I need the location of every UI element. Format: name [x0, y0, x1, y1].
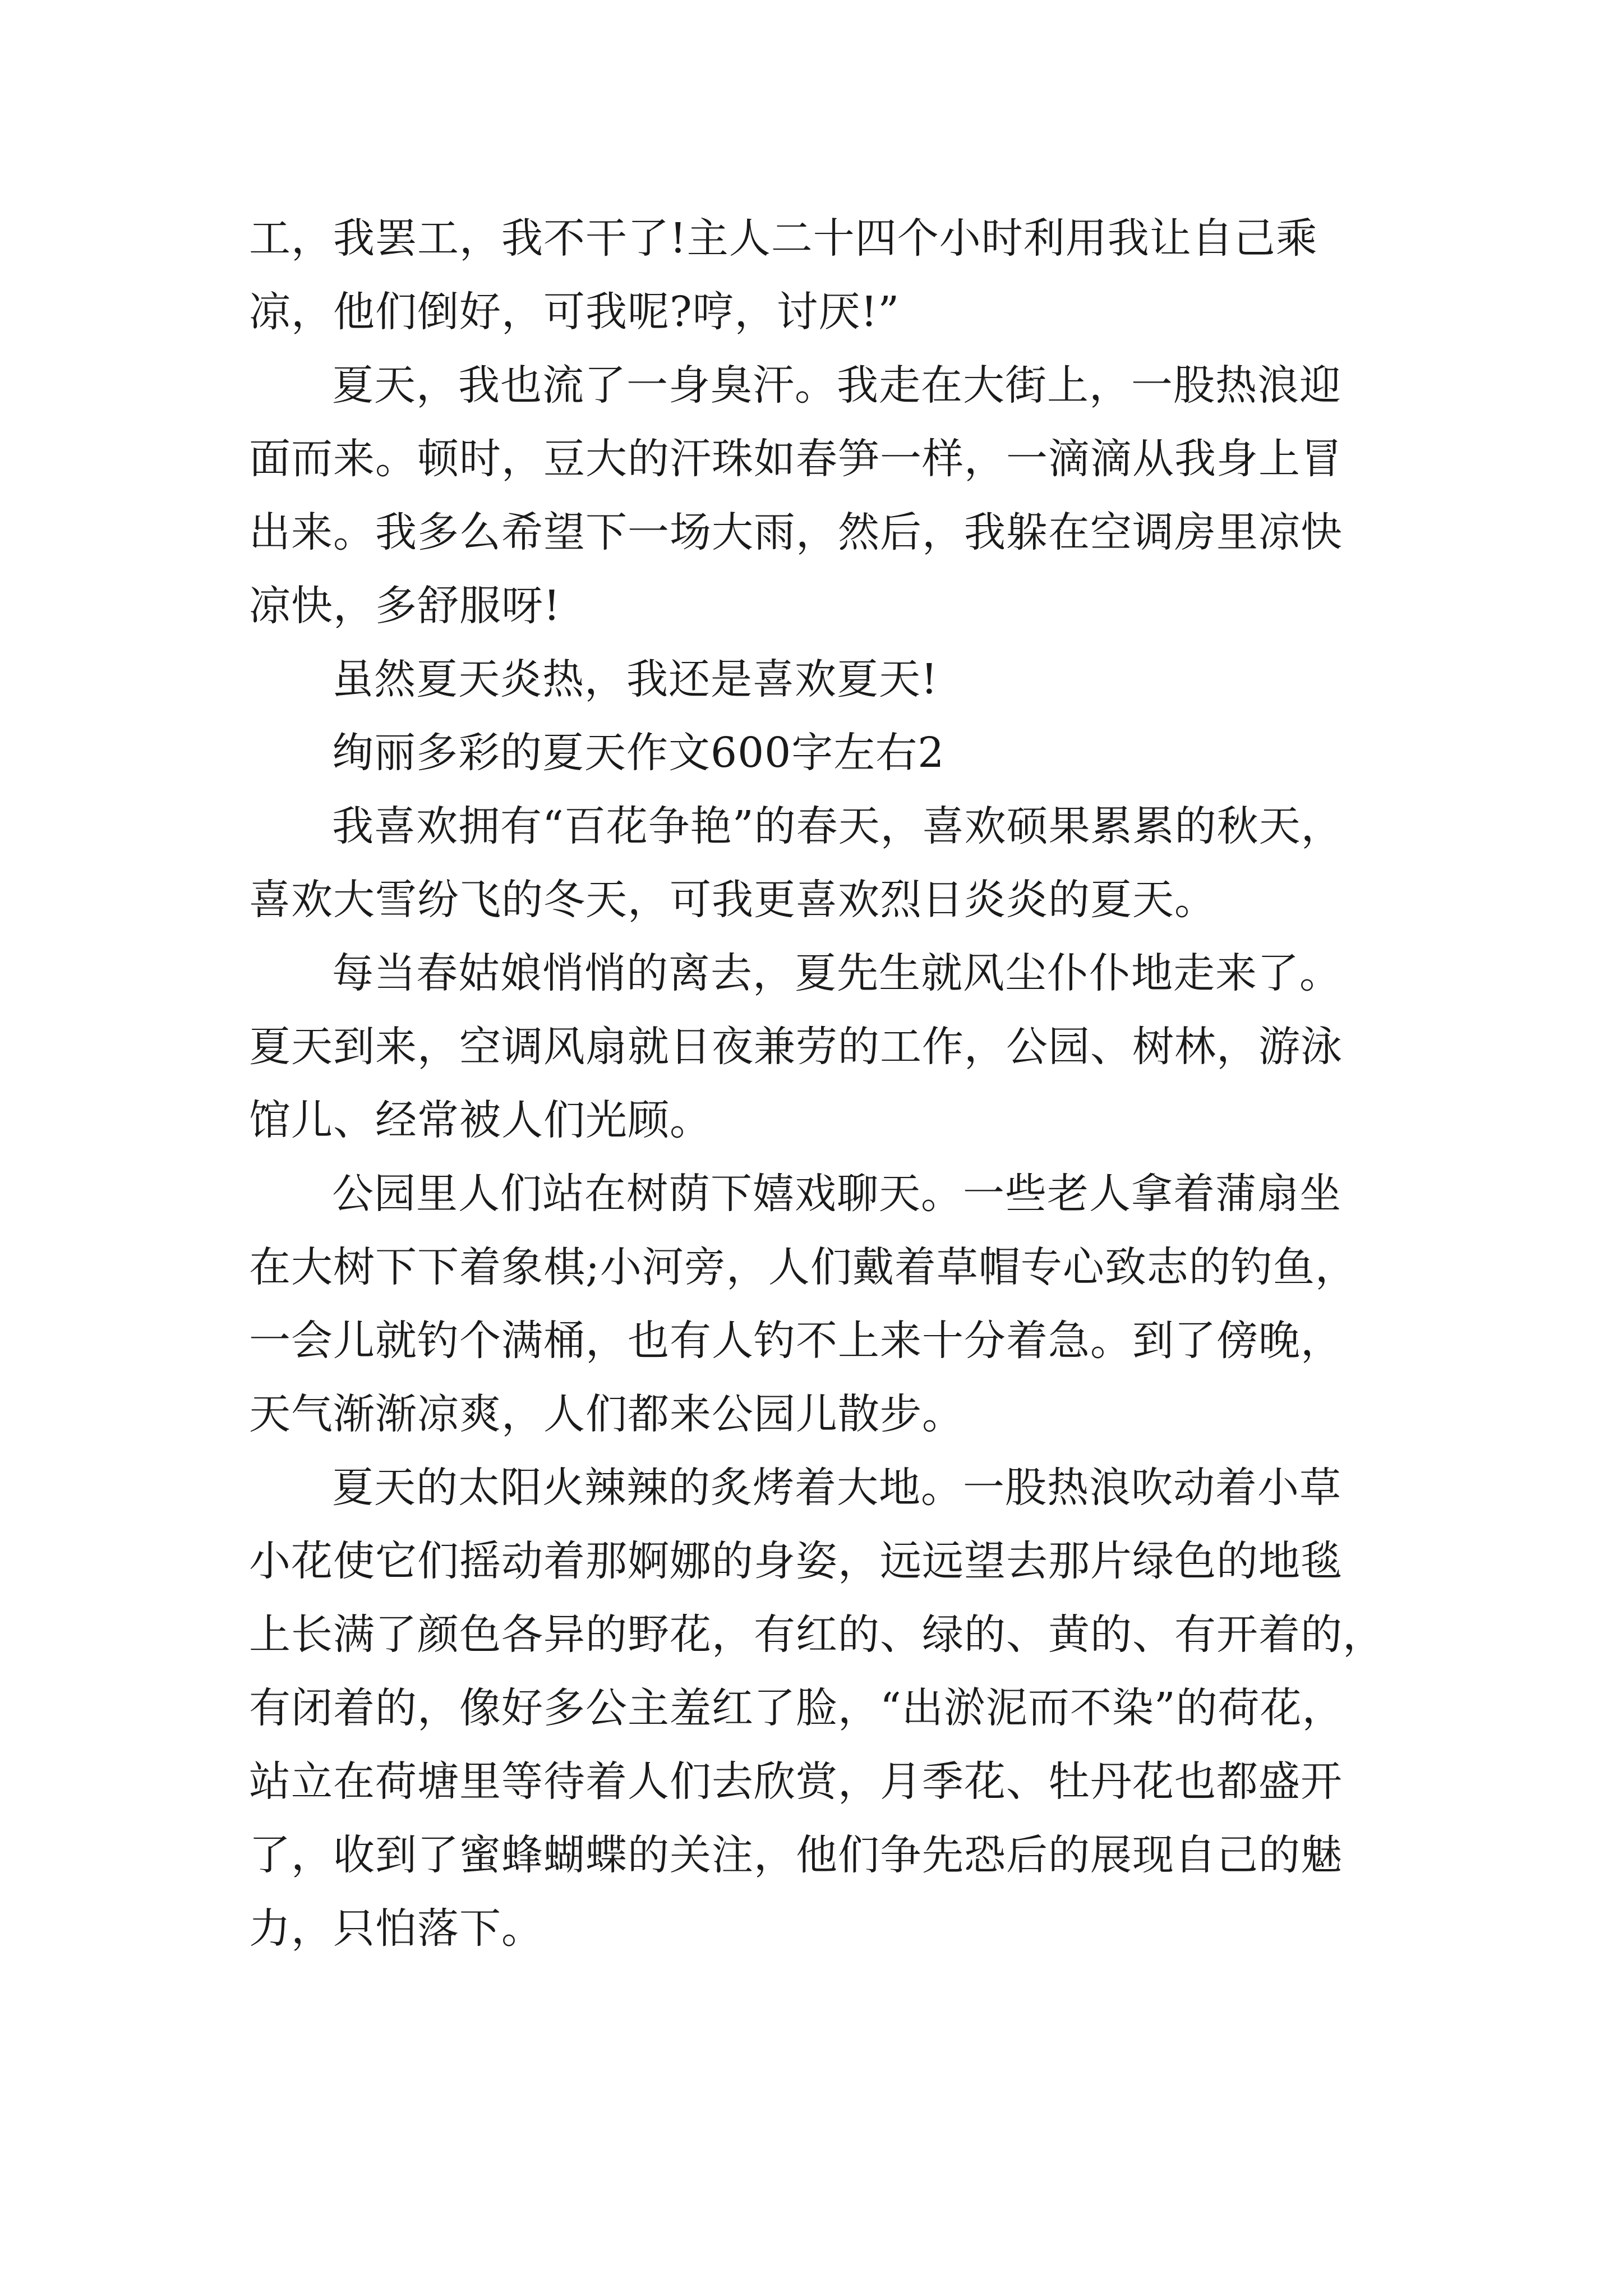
heading-text: 绚丽多彩的夏天作文600字左右2 [332, 729, 945, 777]
text-line: 公园里人们站在树荫下嬉戏聊天。一些老人拿着蒲扇坐 [332, 1170, 1341, 1218]
section-heading [249, 716, 1382, 790]
text-line: 夏天，我也流了一身臭汗。我走在大街上，一股热浪迎 [332, 361, 1341, 409]
paragraph-2 [249, 349, 1382, 643]
text-line: 虽然夏天炎热，我还是喜欢夏天! [332, 655, 938, 703]
paragraph-1 [249, 202, 1382, 349]
text-line: 力，只怕落下。 [249, 1904, 543, 1953]
paragraph-5 [249, 790, 1382, 937]
text-line: 每当春姑娘悄悄的离去，夏先生就风尘仆仆地走来了。 [332, 949, 1341, 997]
paragraph-6 [249, 937, 1382, 1157]
text-line: 我喜欢拥有“百花争艳”的春天，喜欢硕果累累的秋天， [332, 802, 1343, 850]
text-line: 凉，他们倒好，可我呢?哼，讨厌!” [249, 288, 900, 336]
text-line: 面而来。顿时，豆大的汗珠如春笋一样，一滴滴从我身上冒 [249, 435, 1343, 483]
text-line: 站立在荷塘里等待着人们去欣赏，月季花、牡丹花也都盛开 [249, 1757, 1343, 1806]
text-line: 小花使它们摇动着那婀娜的身姿，远远望去那片绿色的地毯 [249, 1537, 1343, 1585]
text-line: 了，收到了蜜蜂蝴蝶的关注，他们争先恐后的展现自己的魅 [249, 1831, 1343, 1879]
text-line: 工，我罢工，我不干了!主人二十四个小时利用我让自己乘 [249, 214, 1318, 263]
paragraph-7 [249, 1157, 1382, 1451]
text-line: 夏天到来，空调风扇就日夜兼劳的工作，公园、树林，游泳 [249, 1023, 1343, 1071]
text-line: 喜欢大雪纷飞的冬天，可我更喜欢烈日炎炎的夏天。 [249, 876, 1216, 924]
paragraph-8 [249, 1451, 1385, 1966]
text-line: 一会儿就钓个满桶，也有人钓不上来十分着急。到了傍晚， [249, 1317, 1343, 1365]
text-line: 在大树下下着象棋;小河旁，人们戴着草帽专心致志的钓鱼， [249, 1243, 1357, 1291]
text-line: 凉快，多舒服呀! [249, 582, 561, 630]
paragraph-3 [249, 643, 1382, 716]
text-line: 馆儿、经常被人们光顾。 [249, 1096, 712, 1144]
text-line: 上长满了颜色各异的野花，有红的、绿的、黄的、有开着的， [249, 1611, 1385, 1659]
text-line: 出来。我多么希望下一场大雨，然后，我躲在空调房里凉快 [249, 508, 1343, 556]
text-line: 天气渐渐凉爽，人们都来公园儿散步。 [249, 1390, 964, 1438]
text-line: 有闭着的，像好多公主羞红了脸，“出淤泥而不染”的荷花， [249, 1684, 1344, 1732]
document-body [249, 202, 1385, 1966]
text-line: 夏天的太阳火辣辣的炙烤着大地。一股热浪吹动着小草 [332, 1464, 1341, 1512]
